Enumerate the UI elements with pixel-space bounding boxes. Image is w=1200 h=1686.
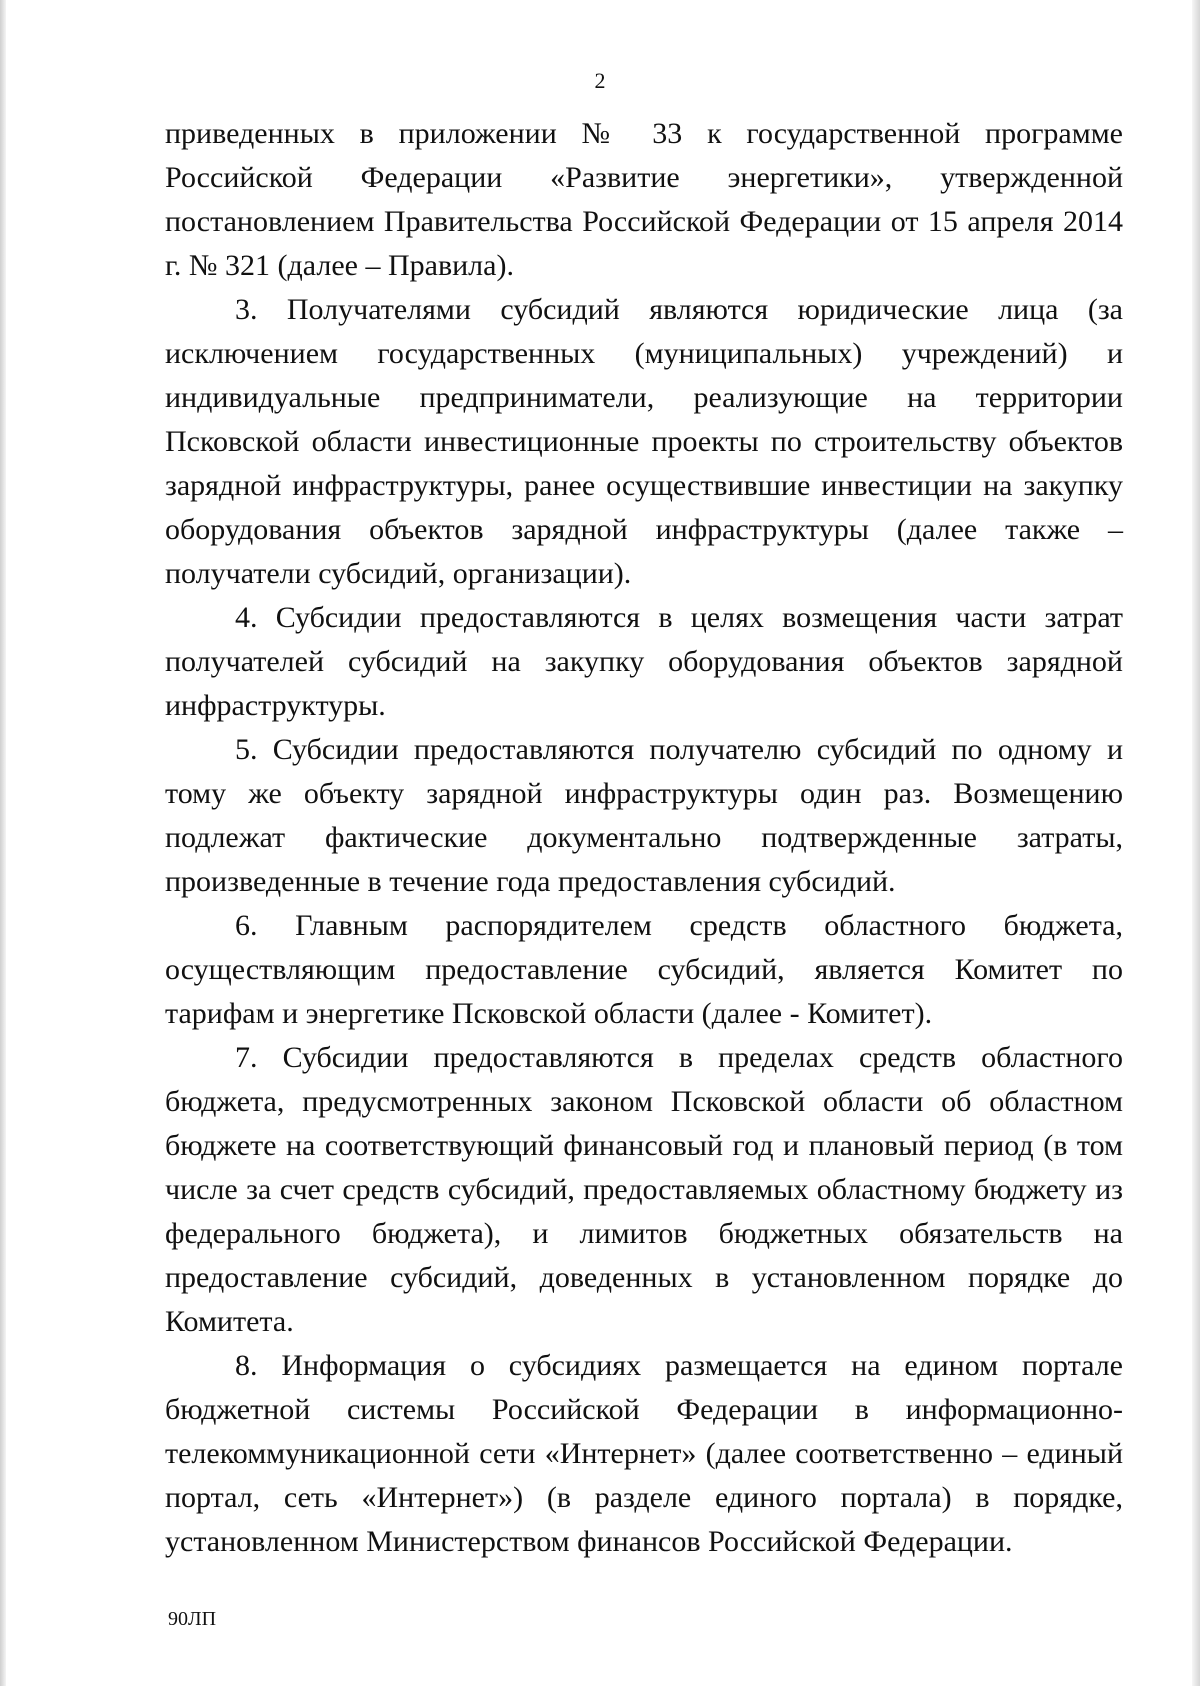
scan-edge-left [0, 0, 6, 1686]
footer-document-code: 90ЛП [168, 1608, 217, 1630]
paragraph-6-administrator: 6. Главным распорядителем средств областного бюджета, осуществляющим предоставление субсидий, является Комитет по тарифам и энергетике Псковской области (далее - Комитет). [165, 909, 1123, 1030]
paragraph-7-limits: 7. Субсидии предоставляются в пределах средств областного бюджета, предусмотренных законом Псковской области об областном бюджете на соответствующий финансовый год и плановый период (в том числе за счет средств субсидий, предоставляемых областному бюджету из федерального бюджета), и лимитов бюджетных обязательств на предоставление субсидий, доведенных в установленном порядке до Комитета. [165, 1041, 1123, 1338]
paragraph-8-information: 8. Информация о субсидиях размещается на едином портале бюджетной системы Российской Федерации в информационно-телекоммуникационной сети «Интернет» (далее соответственно – единый портал, сеть «Интернет») (в разделе единого портала) в порядке, установленном Министерством финансов Российской Федерации. [165, 1349, 1123, 1558]
paragraph-3-recipients: 3. Получателями субсидий являются юридические лица (за исключением государственных (муниципальных) учреждений) и индивидуальные предприниматели, реализующие на территории Псковской области инвестиционные проекты по строительству объектов зарядной инфраструктуры, ранее осуществившие инвестиции на закупку оборудования объектов зарядной инфраструктуры (далее также – получатели субсидий, организации). [165, 293, 1123, 590]
paragraph-continuation: приведенных в приложении № 33 к государственной программе Российской Федерации «Развитие энергетики», утвержденной постановлением Правительства Российской Федерации от 15 апреля 2014 г. № 321 (далее – Правила). [165, 117, 1123, 282]
paragraph-5-frequency: 5. Субсидии предоставляются получателю субсидий по одному и тому же объекту зарядной инфраструктуры один раз. Возмещению подлежат фактические документально подтвержденные затраты, произведенные в течение года предоставления субсидий. [165, 733, 1123, 898]
paragraph-4-purpose: 4. Субсидии предоставляются в целях возмещения части затрат получателей субсидий на закупку оборудования объектов зарядной инфраструктуры. [165, 601, 1123, 722]
scan-edge-right [1192, 0, 1200, 1686]
page-number: 2 [594, 68, 606, 93]
document-body [165, 112, 1123, 1564]
